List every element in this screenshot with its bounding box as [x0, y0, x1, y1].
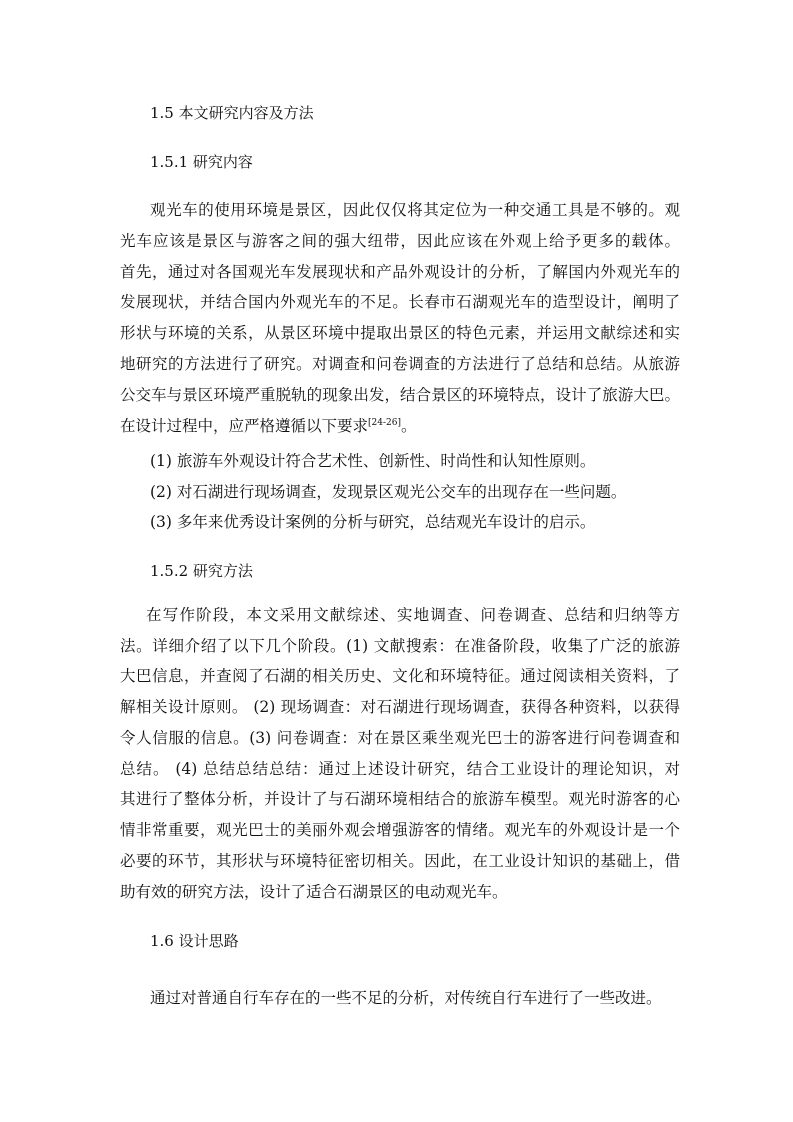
section-heading-1-5-2: 1.5.2 研究方法 [150, 562, 253, 580]
paragraph-1-line-5: 形状与环境的关系，从景区环境中提取出景区的特色元素，并运用文献综述和实 [120, 324, 680, 342]
paragraph-2-line-5: 令人信服的信息。(3) 问卷调查：对在景区乘坐观光巴士的游客进行问卷调查和 [120, 729, 680, 747]
paragraph-1-line-8 [120, 416, 680, 436]
paragraph-1-line-7: 公交车与景区环境严重脱轨的现象出发，结合景区的环境特点，设计了旅游大巴。 [120, 386, 680, 404]
paragraph-1-line-1: 观光车的使用环境是景区，因此仅仅将其定位为一种交通工具是不够的。观 [150, 201, 680, 219]
paragraph-2-line-10: 助有效的研究方法，设计了适合石湖景区的电动观光车。 [120, 883, 508, 901]
paragraph-2-line-7: 其进行了整体分析，并设计了与石湖环境相结合的旅游车模型。观光时游客的心 [120, 790, 680, 808]
list-item-1: (1) 旅游车外观设计符合艺术性、创新性、时尚性和认知性原则。 [150, 452, 596, 470]
paragraph-1-last-end: 。 [400, 417, 417, 435]
paragraph-2-line-8: 情非常重要，观光巴士的美丽外观会增强游客的情绪。观光车的外观设计是一个 [120, 821, 680, 839]
paragraph-2-line-9: 必要的环节，其形状与环境特征密切相关。因此，在工业设计知识的基础上，借 [120, 852, 680, 870]
paragraph-2-line-2: 法。详细介绍了以下几个阶段。(1) 文献搜索：在准备阶段，收集了广泛的旅游 [120, 637, 680, 655]
citation-superscript: [24-26] [368, 418, 401, 428]
list-item-3: (3) 多年来优秀设计案例的分析与研究，总结观光车设计的启示。 [150, 513, 596, 531]
list-item-2: (2) 对石湖进行现场调查，发现景区观光公交车的出现存在一些问题。 [150, 483, 627, 501]
paragraph-2-line-1: 在写作阶段，本文采用文献综述、实地调查、问卷调查、总结和归纳等方 [146, 606, 680, 624]
paragraph-3-line-1: 通过对普通自行车存在的一些不足的分析，对传统自行车进行了一些改进。 [150, 989, 662, 1007]
section-heading-1-5: 1.5 本文研究内容及方法 [150, 104, 314, 122]
section-heading-1-5-1: 1.5.1 研究内容 [150, 153, 253, 171]
paragraph-1-line-3: 首先，通过对各国观光车发展现状和产品外观设计的分析，了解国内外观光车的 [120, 263, 680, 281]
paragraph-2-line-3: 大巴信息，并查阅了石湖的相关历史、文化和环境特征。通过阅读相关资料，了 [120, 667, 680, 685]
paragraph-1-line-4: 发展现状，并结合国内外观光车的不足。长春市石湖观光车的造型设计，阐明了 [120, 293, 680, 311]
paragraph-1-line-2: 光车应该是景区与游客之间的强大纽带，因此应该在外观上给予更多的载体。 [120, 232, 680, 250]
paragraph-2-line-6: 总结。 (4) 总结总结总结：通过上述设计研究，结合工业设计的理论知识，对 [120, 760, 680, 778]
paragraph-1-last-text: 在设计过程中，应严格遵循以下要求 [120, 417, 369, 435]
paragraph-1-line-6: 地研究的方法进行了研究。对调查和问卷调查的方法进行了总结和总结。从旅游 [120, 355, 680, 373]
paragraph-2-line-4: 解相关设计原则。 (2) 现场调查：对石湖进行现场调查，获得各种资料，以获得 [120, 698, 680, 716]
section-heading-1-6: 1.6 设计思路 [150, 932, 239, 950]
